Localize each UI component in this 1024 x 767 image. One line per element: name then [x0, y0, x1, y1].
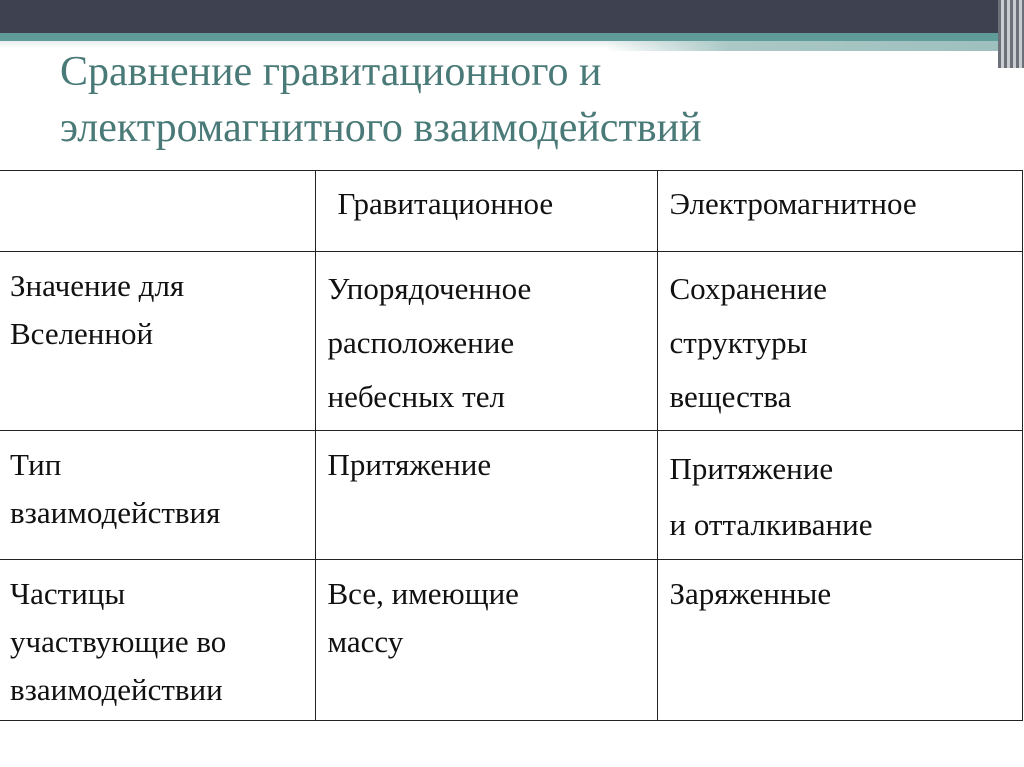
table-row: [0, 431, 1022, 560]
cell-electromagnetic: [657, 560, 1022, 721]
cell-line: Притяжение: [327, 447, 492, 482]
cell-line: Тип: [10, 447, 62, 482]
cell-line: Частицы: [10, 576, 126, 611]
header-teal-bar: [0, 33, 1024, 41]
cell-line: Притяжение: [669, 451, 834, 486]
cell-gravitational: [315, 252, 657, 431]
header-stripes-decoration: [998, 0, 1024, 68]
cell-line: участвующие во: [10, 624, 227, 659]
slide-title-line-2: электромагнитного взаимодействий: [60, 105, 702, 151]
cell-line: расположение: [327, 325, 515, 360]
cell-line: массу: [327, 624, 404, 659]
cell-electromagnetic: [657, 252, 1022, 431]
header-cell-gravitational: Гравитационное: [315, 171, 657, 252]
cell-line: Вселенной: [10, 316, 154, 351]
slide-title-line-1: Сравнение гравитационного и: [60, 49, 602, 95]
cell-electromagnetic: [657, 431, 1022, 560]
cell-gravitational: [315, 560, 657, 721]
cell-line: и отталкивание: [669, 507, 873, 542]
row-label: [0, 431, 315, 560]
header-cell-empty: [0, 171, 315, 252]
row-label: [0, 560, 315, 721]
cell-line: Заряженные: [669, 576, 832, 611]
comparison-table: [0, 170, 1023, 721]
cell-line: вещества: [669, 379, 792, 414]
cell-line: небесных тел: [327, 379, 505, 414]
table-row: [0, 560, 1022, 721]
cell-line: взаимодействия: [10, 495, 221, 530]
table-header-row: [0, 171, 1022, 252]
cell-line: структуры: [669, 325, 808, 360]
header-dark-bar: [0, 0, 1024, 33]
slide-title: [60, 44, 960, 156]
header-cell-electromagnetic: Электромагнитное: [657, 171, 1022, 252]
cell-line: Упорядоченное: [327, 271, 532, 306]
table-row: [0, 252, 1022, 431]
cell-line: Сохранение: [669, 271, 827, 306]
cell-line: Все, имеющие: [327, 576, 519, 611]
cell-line: взаимодействии: [10, 672, 223, 707]
row-label: [0, 252, 315, 431]
cell-line: Значение для: [10, 268, 185, 303]
cell-gravitational: [315, 431, 657, 560]
